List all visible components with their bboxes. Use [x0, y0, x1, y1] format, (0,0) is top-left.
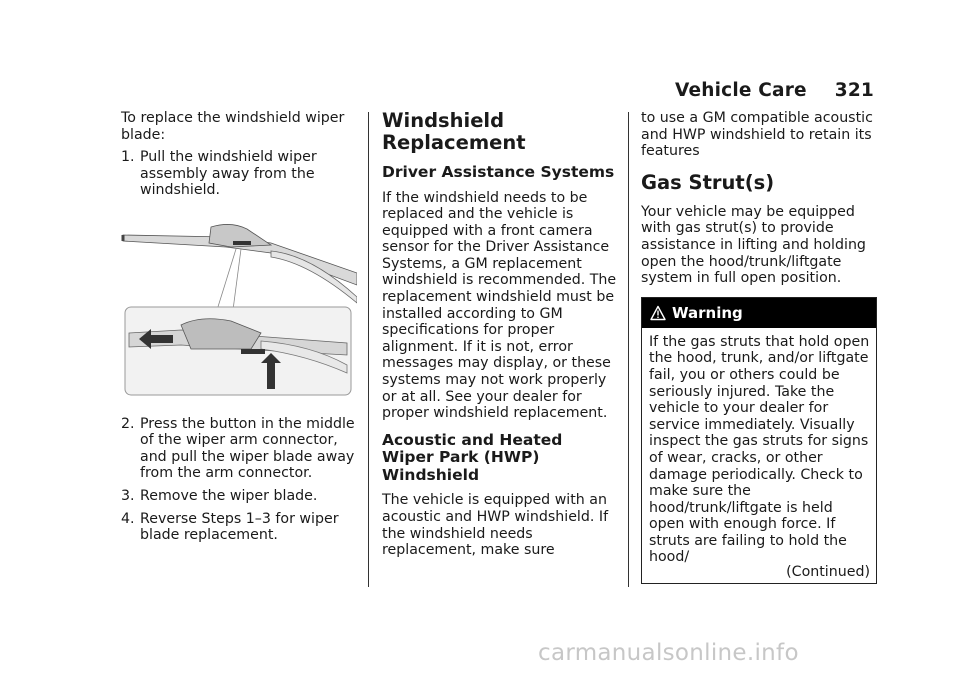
column-2 — [382, 110, 618, 565]
step-text: Reverse Steps 1–3 for wiper blade replacement. — [140, 510, 339, 544]
step-text: Press the button in the middle of the wiper arm connector, and pull the wiper blade away from the arm connector. — [140, 415, 355, 482]
warning-title: Warning — [672, 303, 743, 322]
step-text: Remove the wiper blade. — [140, 487, 318, 504]
page-header — [675, 80, 874, 101]
step-item — [121, 511, 357, 544]
continued-label: (Continued) — [786, 564, 870, 581]
paragraph-driver-assistance: If the windshield needs to be replaced and the vehicle is equipped with a front camera sensor for the Driver Assistance Systems, a GM replacement windshield is recommended. The replacement windshield must be installed according to GM specifications for proper alignment. If it is not, error messages may display, or these systems may not work properly or at all. See your dealer for proper windshield replacement. — [382, 189, 617, 422]
paragraph-continued: to use a GM compatible acoustic and HWP windshield to retain its features — [641, 110, 873, 160]
step-number: 2. — [121, 415, 135, 432]
steps-list-b — [121, 416, 357, 544]
warning-triangle-icon — [650, 305, 666, 321]
steps-list-a — [121, 149, 357, 199]
page-number: 321 — [834, 80, 874, 101]
wiper-blade-illustration — [121, 215, 357, 399]
paragraph-acoustic-hwp: The vehicle is equipped with an acoustic and HWP windshield. If the windshield needs replacement, make sure — [382, 492, 609, 559]
column-1 — [121, 110, 357, 550]
step-item — [121, 488, 357, 505]
watermark-text: carmanualsonline.info — [538, 640, 799, 666]
column-divider-2 — [628, 112, 629, 587]
warning-text: If the gas struts that hold open the hood, trunk, and/or liftgate fail, you or others could be seriously injured. Take the vehicle to your dealer for service immediately. Visually inspect the gas struts for signs of wear, cracks, or other damage periodically. Check to make sure the hood/trunk/liftgate is held open with enough force. If struts are failing to hold the hood/ — [649, 333, 870, 566]
step-number: 3. — [121, 487, 135, 504]
warning-header — [642, 298, 876, 328]
intro-text: To replace the windshield wiper blade: — [121, 110, 345, 143]
warning-body — [642, 328, 876, 583]
paragraph-gas-struts: Your vehicle may be equipped with gas strut(s) to provide assistance in lifting and holding open the hood/trunk/liftgate system in full open position. — [641, 203, 866, 287]
step-text: Pull the windshield wiper assembly away from the windshield. — [140, 149, 317, 199]
subheading-acoustic-hwp: Acoustic and Heated Wiper Park (HWP) Windshield — [382, 430, 563, 484]
section-heading-windshield-replacement: Windshield Replacement — [382, 109, 526, 154]
section-heading-gas-struts: Gas Strut(s) — [641, 170, 775, 194]
column-3 — [641, 110, 877, 584]
warning-box — [641, 297, 877, 584]
step-number: 4. — [121, 510, 135, 527]
section-title: Vehicle Care — [674, 80, 807, 101]
subheading-driver-assistance: Driver Assistance Systems — [382, 163, 615, 181]
step-item — [121, 416, 357, 482]
step-number: 1. — [121, 149, 135, 166]
column-divider-1 — [368, 112, 369, 587]
step-item — [121, 149, 357, 199]
